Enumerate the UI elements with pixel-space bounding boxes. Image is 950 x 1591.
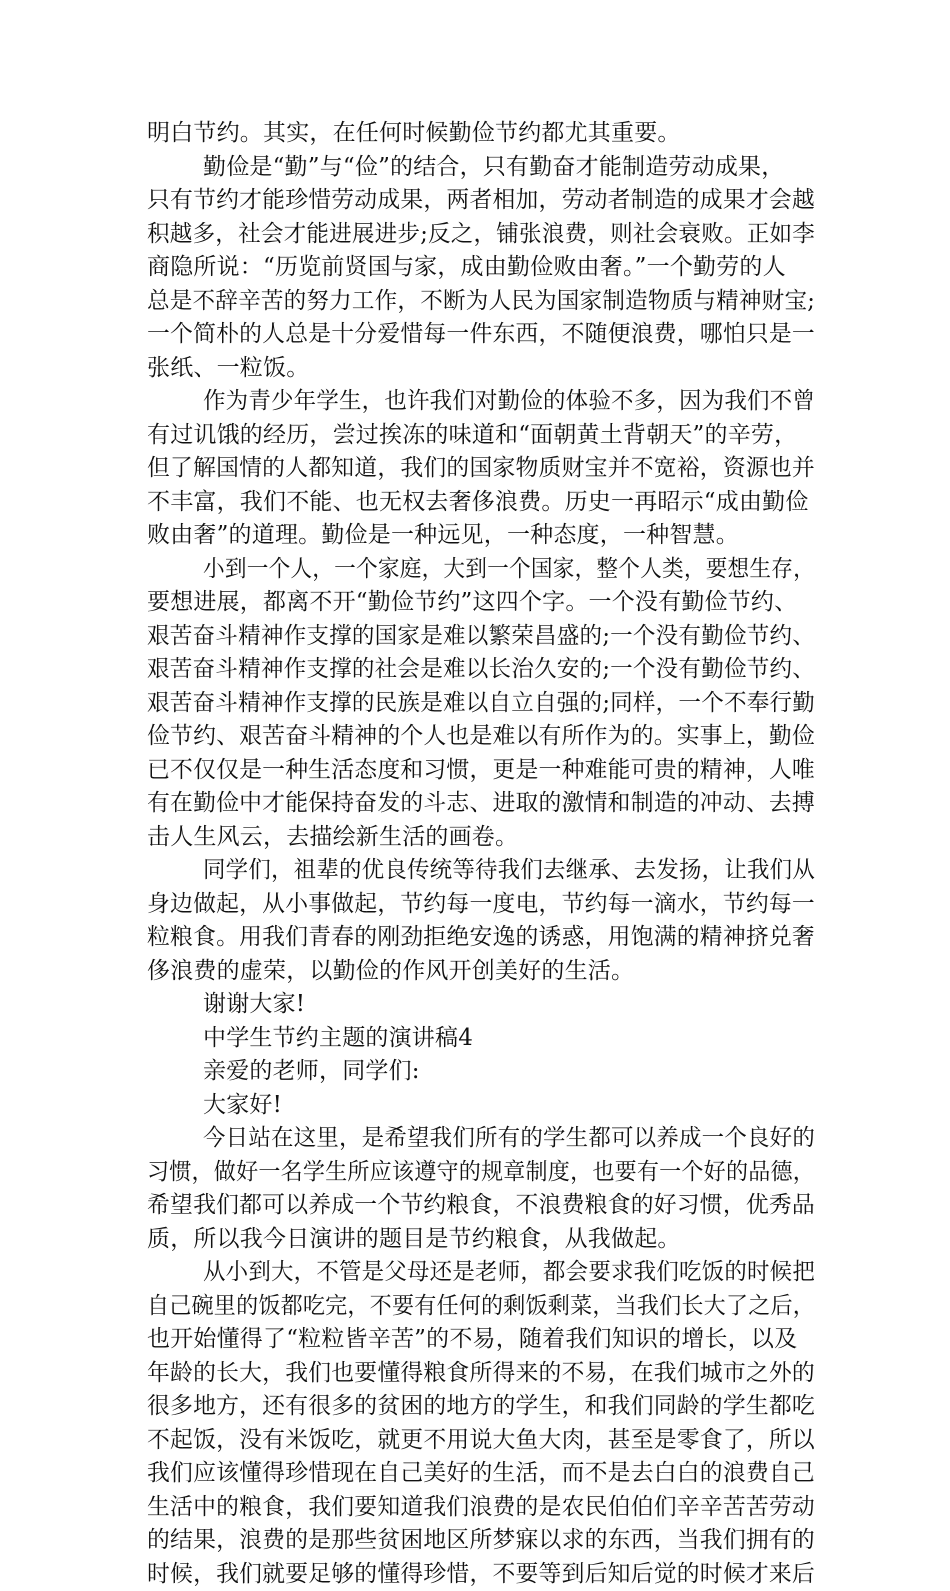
text-line: 只有节约才能珍惜劳动成果，两者相加，劳动者制造的成果才会越: [147, 184, 815, 218]
text-line: 大家好!: [147, 1089, 815, 1123]
text-line: 勤俭是“勤”与“俭”的结合，只有勤奋才能制造劳动成果，: [147, 151, 815, 185]
text-line: 有在勤俭中才能保持奋发的斗志、进取的激情和制造的冲动、去搏: [147, 787, 815, 821]
text-line: 商隐所说：“历览前贤国与家，成由勤俭败由奢。”一个勤劳的人: [147, 251, 815, 285]
text-line: 亲爱的老师，同学们:: [147, 1055, 815, 1089]
text-line: 中学生节约主题的演讲稿4: [147, 1022, 815, 1056]
text-line: 作为青少年学生，也许我们对勤俭的体验不多，因为我们不曾: [147, 385, 815, 419]
text-line: 总是不辞辛苦的努力工作，不断为人民为国家制造物质与精神财宝;: [147, 285, 815, 319]
text-line: 自己碗里的饭都吃完，不要有任何的剩饭剩菜，当我们长大了之后，: [147, 1290, 815, 1324]
text-line: 我们应该懂得珍惜现在自己美好的生活，而不是去白白的浪费自己: [147, 1457, 815, 1491]
text-line: 也开始懂得了“粒粒皆辛苦”的不易，随着我们知识的增长，以及: [147, 1323, 815, 1357]
text-line: 积越多，社会才能进展进步;反之，铺张浪费，则社会衰败。正如李: [147, 218, 815, 252]
text-line: 谢谢大家!: [147, 988, 815, 1022]
text-line: 今日站在这里，是希望我们所有的学生都可以养成一个良好的: [147, 1122, 815, 1156]
text-line: 身边做起，从小事做起，节约每一度电，节约每一滴水，节约每一: [147, 888, 815, 922]
text-line: 要想进展，都离不开“勤俭节约”这四个字。一个没有勤俭节约、: [147, 586, 815, 620]
text-line: 时候，我们就要足够的懂得珍惜，不要等到后知后觉的时候才来后: [147, 1558, 815, 1591]
text-line: 希望我们都可以养成一个节约粮食，不浪费粮食的好习惯，优秀品: [147, 1189, 815, 1223]
document-body-text: [147, 117, 815, 1591]
text-line: 艰苦奋斗精神作支撑的民族是难以自立自强的;同样，一个不奉行勤: [147, 687, 815, 721]
text-line: 质，所以我今日演讲的题目是节约粮食，从我做起。: [147, 1223, 815, 1257]
text-line: 一个简朴的人总是十分爱惜每一件东西，不随便浪费，哪怕只是一: [147, 318, 815, 352]
text-line: 侈浪费的虚荣，以勤俭的作风开创美好的生活。: [147, 955, 815, 989]
text-line: 击人生风云，去描绘新生活的画卷。: [147, 821, 815, 855]
text-line: 很多地方，还有很多的贫困的地方的学生，和我们同龄的学生都吃: [147, 1390, 815, 1424]
text-line: 明白节约。其实，在任何时候勤俭节约都尤其重要。: [147, 117, 815, 151]
text-line: 但了解国情的人都知道，我们的国家物质财宝并不宽裕，资源也并: [147, 452, 815, 486]
text-line: 年龄的长大，我们也要懂得粮食所得来的不易，在我们城市之外的: [147, 1357, 815, 1391]
text-line: 俭节约、艰苦奋斗精神的个人也是难以有所作为的。实事上，勤俭: [147, 720, 815, 754]
text-line: 的结果，浪费的是那些贫困地区所梦寐以求的东西，当我们拥有的: [147, 1524, 815, 1558]
text-line: 小到一个人，一个家庭，大到一个国家，整个人类，要想生存，: [147, 553, 815, 587]
text-line: 张纸、一粒饭。: [147, 352, 815, 386]
text-line: 生活中的粮食，我们要知道我们浪费的是农民伯伯们辛辛苦苦劳动: [147, 1491, 815, 1525]
text-line: 败由奢”的道理。勤俭是一种远见，一种态度，一种智慧。: [147, 519, 815, 553]
text-line: 习惯，做好一名学生所应该遵守的规章制度，也要有一个好的品德，: [147, 1156, 815, 1190]
text-line: 艰苦奋斗精神作支撑的国家是难以繁荣昌盛的;一个没有勤俭节约、: [147, 620, 815, 654]
text-line: 从小到大，不管是父母还是老师，都会要求我们吃饭的时候把: [147, 1256, 815, 1290]
text-line: 有过讥饿的经历，尝过挨冻的味道和“面朝黄土背朝天”的辛劳，: [147, 419, 815, 453]
text-line: 同学们，祖辈的优良传统等待我们去继承、去发扬，让我们从: [147, 854, 815, 888]
text-line: 不起饭，没有米饭吃，就更不用说大鱼大肉，甚至是零食了，所以: [147, 1424, 815, 1458]
text-line: 不丰富，我们不能、也无权去奢侈浪费。历史一再昭示“成由勤俭: [147, 486, 815, 520]
text-line: 已不仅仅是一种生活态度和习惯，更是一种难能可贵的精神，人唯: [147, 754, 815, 788]
text-line: 粒粮食。用我们青春的刚劲拒绝安逸的诱惑，用饱满的精神挤兑奢: [147, 921, 815, 955]
text-line: 艰苦奋斗精神作支撑的社会是难以长治久安的;一个没有勤俭节约、: [147, 653, 815, 687]
